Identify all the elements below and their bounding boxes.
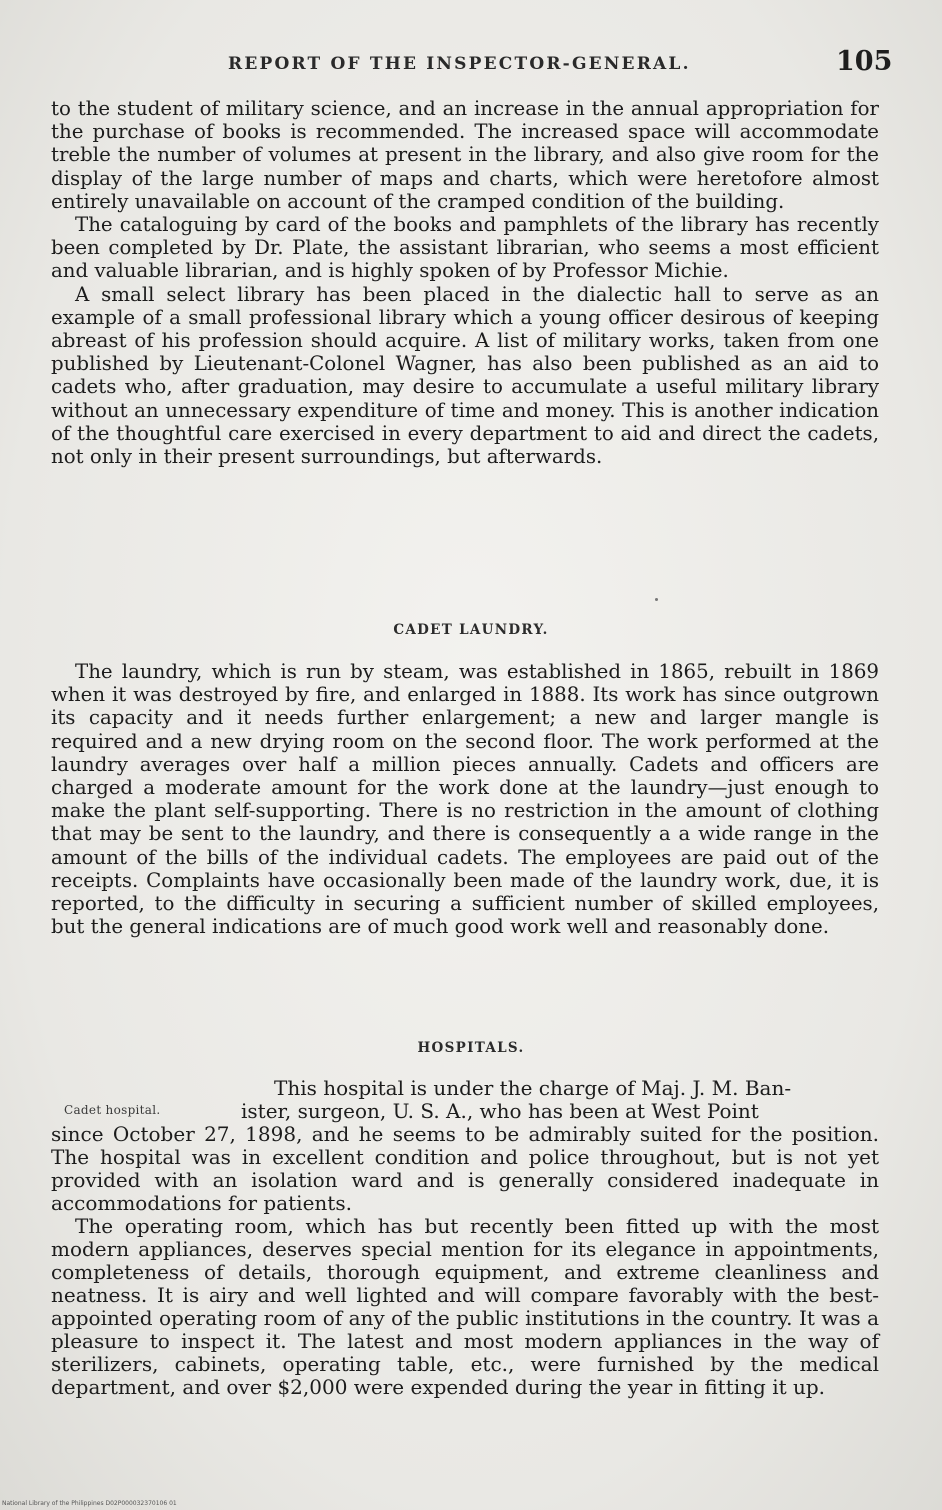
cadet-hospital-sidenote: Cadet hospital.: [64, 1103, 161, 1117]
laundry-section: [51, 660, 879, 938]
laundry-paragraph: The laundry, which is run by steam, was established in 1865, rebuilt in 1869 when it was destroyed by fire, and enlarged in 1888. Its work has since outgrown its capacity and it needs further enlargement; a new and larger mangle is required and a new drying room on the second floor. The work performed at the laundry averages over half a million pieces annually. Cadets and officers are charged a moderate amount for the work done at the laundry—just enough to make the plant self-supporting. There is no restriction in the amount of clothing that may be sent to the laundry, and there is consequently a a wide range in the amount of the bills of the individual cadets. The employees are paid out of the receipts. Complaints have occasionally been made of the laundry work, due, it is reported, to the difficulty in securing a sufficient number of skilled employees, but the general indications are of much good work well and reasonably done.: [51, 660, 879, 939]
library-paragraph-2: The cataloguing by card of the books and pamphlets of the library has recently been completed by Dr. Plate, the assistant librarian, who seems a most efficient and valuable librarian, and is highly spoken of by Professor Michie.: [51, 213, 879, 283]
library-paragraph-1: to the student of military science, and an increase in the annual appropriation for the purchase of books is recommended. The increased space will accommodate treble the number of volumes at present in the library, and also give room for the display of the large number of maps and charts, which were heretofore almost entirely unavailable on account of the cramped condition of the building.: [51, 97, 879, 213]
library-section: [51, 97, 879, 468]
speck-mark: [655, 598, 658, 601]
running-head: REPORT OF THE INSPECTOR-GENERAL.: [228, 54, 691, 74]
library-paragraph-3: A small select library has been placed in the dialectic hall to serve as an example of a small professional library which a young officer desirous of keeping abreast of his profession should acquire. A list of military works, taken from one published by Lieutenant-Colonel Wagner, has also been published as an aid to cadets who, after graduation, may desire to accumulate a useful military library without an unnecessary expenditure of time and money. This is another indication of the thoughtful care exercised in every department to aid and direct the cadets, not only in their present surroundings, but afterwards.: [51, 282, 879, 469]
hospital-line-2: ister, surgeon, U. S. A., who has been at West Point: [241, 1099, 759, 1123]
cadet-laundry-heading: CADET LAUNDRY.: [393, 622, 549, 638]
hospital-paragraph-2: The operating room, which has but recently been fitted up with the most modern appliances, deserves special mention for its elegance in appointments, completeness of details, thorough equipment, and extreme cleanliness and neatness. It is airy and well lighted and will compare favorably with the best-appointed operating room of any of the public institutions in the country. It was a pleasure to inspect it. The latest and most modern appliances in the way of sterilizers, cabinets, operating table, etc., were furnished by the medical department, and over $2,000 were expended during the year in fitting it up.: [51, 1214, 879, 1399]
hospitals-heading: HOSPITALS.: [417, 1040, 525, 1056]
hospitals-section: [51, 1077, 879, 1399]
scan-credit: National Library of the Philippines D02P000032370106 01: [2, 1500, 177, 1507]
hospital-line-1: This hospital is under the charge of Maj. J. M. Ban-: [274, 1076, 792, 1100]
hospital-paragraph-1-rest: since October 27, 1898, and he seems to be admirably suited for the position. The hospital was in excellent condition and police throughout, but is not yet provided with an isolation ward and is generally considered inadequate in accommodations for patients.: [51, 1122, 879, 1215]
page-number: 105: [836, 46, 893, 77]
page-header: [0, 46, 942, 80]
